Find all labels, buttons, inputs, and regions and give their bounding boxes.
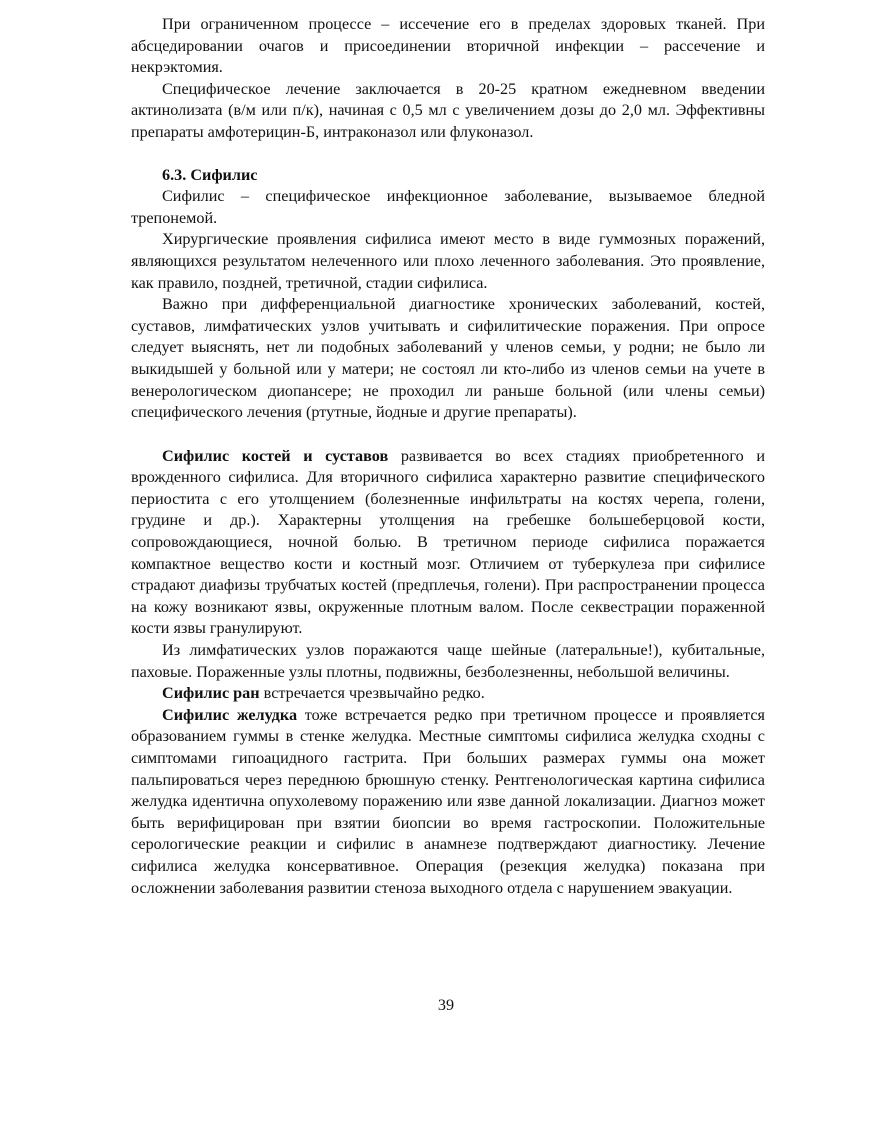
section-heading: 6.3. Сифилис xyxy=(162,165,258,184)
paragraph-surgical-treatment: При ограниченном процессе – иссечение его в пределах здоровых тканей. При абсцедировании очагов и присоединении вторичной инфекции – рассечение и некрэктомия. xyxy=(131,15,765,77)
body-text xyxy=(131,14,765,899)
stomach-syphilis-text: тоже встречается редко при третичном процессе и проявляется образованием гуммы в стенке желудка. Местные симптомы сифилиса желудка сходны с симптомами гипоацидного гастрита. При больших размерах гуммы она может пальпироваться через переднюю брюшную стенку. Рентгенологическая картина сифилиса желудка идентична опухолевому поражению или язве данной локализации. Диагноз может быть верифицирован при взятии биопсии во время гастроскопии. Положительные серологические реакции и сифилис в анамнезе подтверждают диагностику. Лечение сифилиса желудка консервативное. Операция (резекция желудка) показана при осложнении заболевания развитии стеноза выходного отдела с нарушением эвакуации. xyxy=(131,705,765,897)
term-wound-syphilis: Сифилис ран xyxy=(162,684,260,703)
paragraph-specific-treatment: Специфическое лечение заключается в 20-25 кратном ежедневном введении актинолизата (в/м или п/к), начиная с 0,5 мл с увеличением дозы до 2,0 мл. Эффективны препараты амфотерицин-Б, интраконазол или флуконазол. xyxy=(131,79,765,141)
paragraph-wound-syphilis xyxy=(131,683,765,705)
page-number: 39 xyxy=(437,996,455,1014)
paragraph-gap xyxy=(131,424,765,446)
paragraph-lymph-nodes: Из лимфатических узлов поражаются чаще шейные (латеральные!), кубитальные, паховые. Пораженные узлы плотны, подвижны, безболезненны, небольшой величины. xyxy=(131,641,765,681)
paragraph-syphilis-definition: Сифилис – специфическое инфекционное заболевание, вызываемое бледной трепонемой. xyxy=(131,187,765,227)
paragraph-surgical-manifestations: Хирургические проявления сифилиса имеют место в виде гуммозных поражений, являющихся результатом нелеченного или плохо леченного заболевания. Это проявление, как правило, поздней, третичной, стадии сифилиса. xyxy=(131,230,765,292)
term-bone-syphilis: Сифилис костей и суставов xyxy=(162,446,389,465)
bone-syphilis-text: развивается во всех стадиях приобретенного и врожденного сифилиса. Для вторичного сифилиса характерно развитие специфического периостита с его утолщением (болезненные инфильтраты на костях черепа, голени, грудине и др.). Характерны утолщения на гребешке большеберцовой кости, сопровождающиеся, ночной болью. В третичном периоде сифилиса поражается компактное вещество кости и костный мозг. Отличием от туберкулеза при сифилисе страдают диафизы трубчатых костей (предплечья, голени). При распространении процесса на кожу возникают язвы, окруженные плотным валом. После секвестрации пораженной кости язвы гранулируют. xyxy=(131,446,765,638)
paragraph-differential-diagnosis: Важно при дифференциальной диагностике хронических заболеваний, костей, суставов, лимфатических узлов учитывать и сифилитические поражения. При опросе следует выяснять, нет ли подобных заболеваний у членов семьи, у родни; не было ли выкидышей у больной или у матери; не состоял ли кто-либо из членов семьи на учете в венерологическом диопансере; не проходил ли раньше больной (или члены семьи) специфического лечения (ртутные, йодные и другие препараты). xyxy=(131,295,765,422)
paragraph-stomach-syphilis xyxy=(131,705,765,899)
wound-syphilis-text: встречается чрезвычайно редко. xyxy=(259,684,485,703)
paragraph-bone-syphilis xyxy=(131,446,765,640)
term-stomach-syphilis: Сифилис желудка xyxy=(162,705,298,724)
